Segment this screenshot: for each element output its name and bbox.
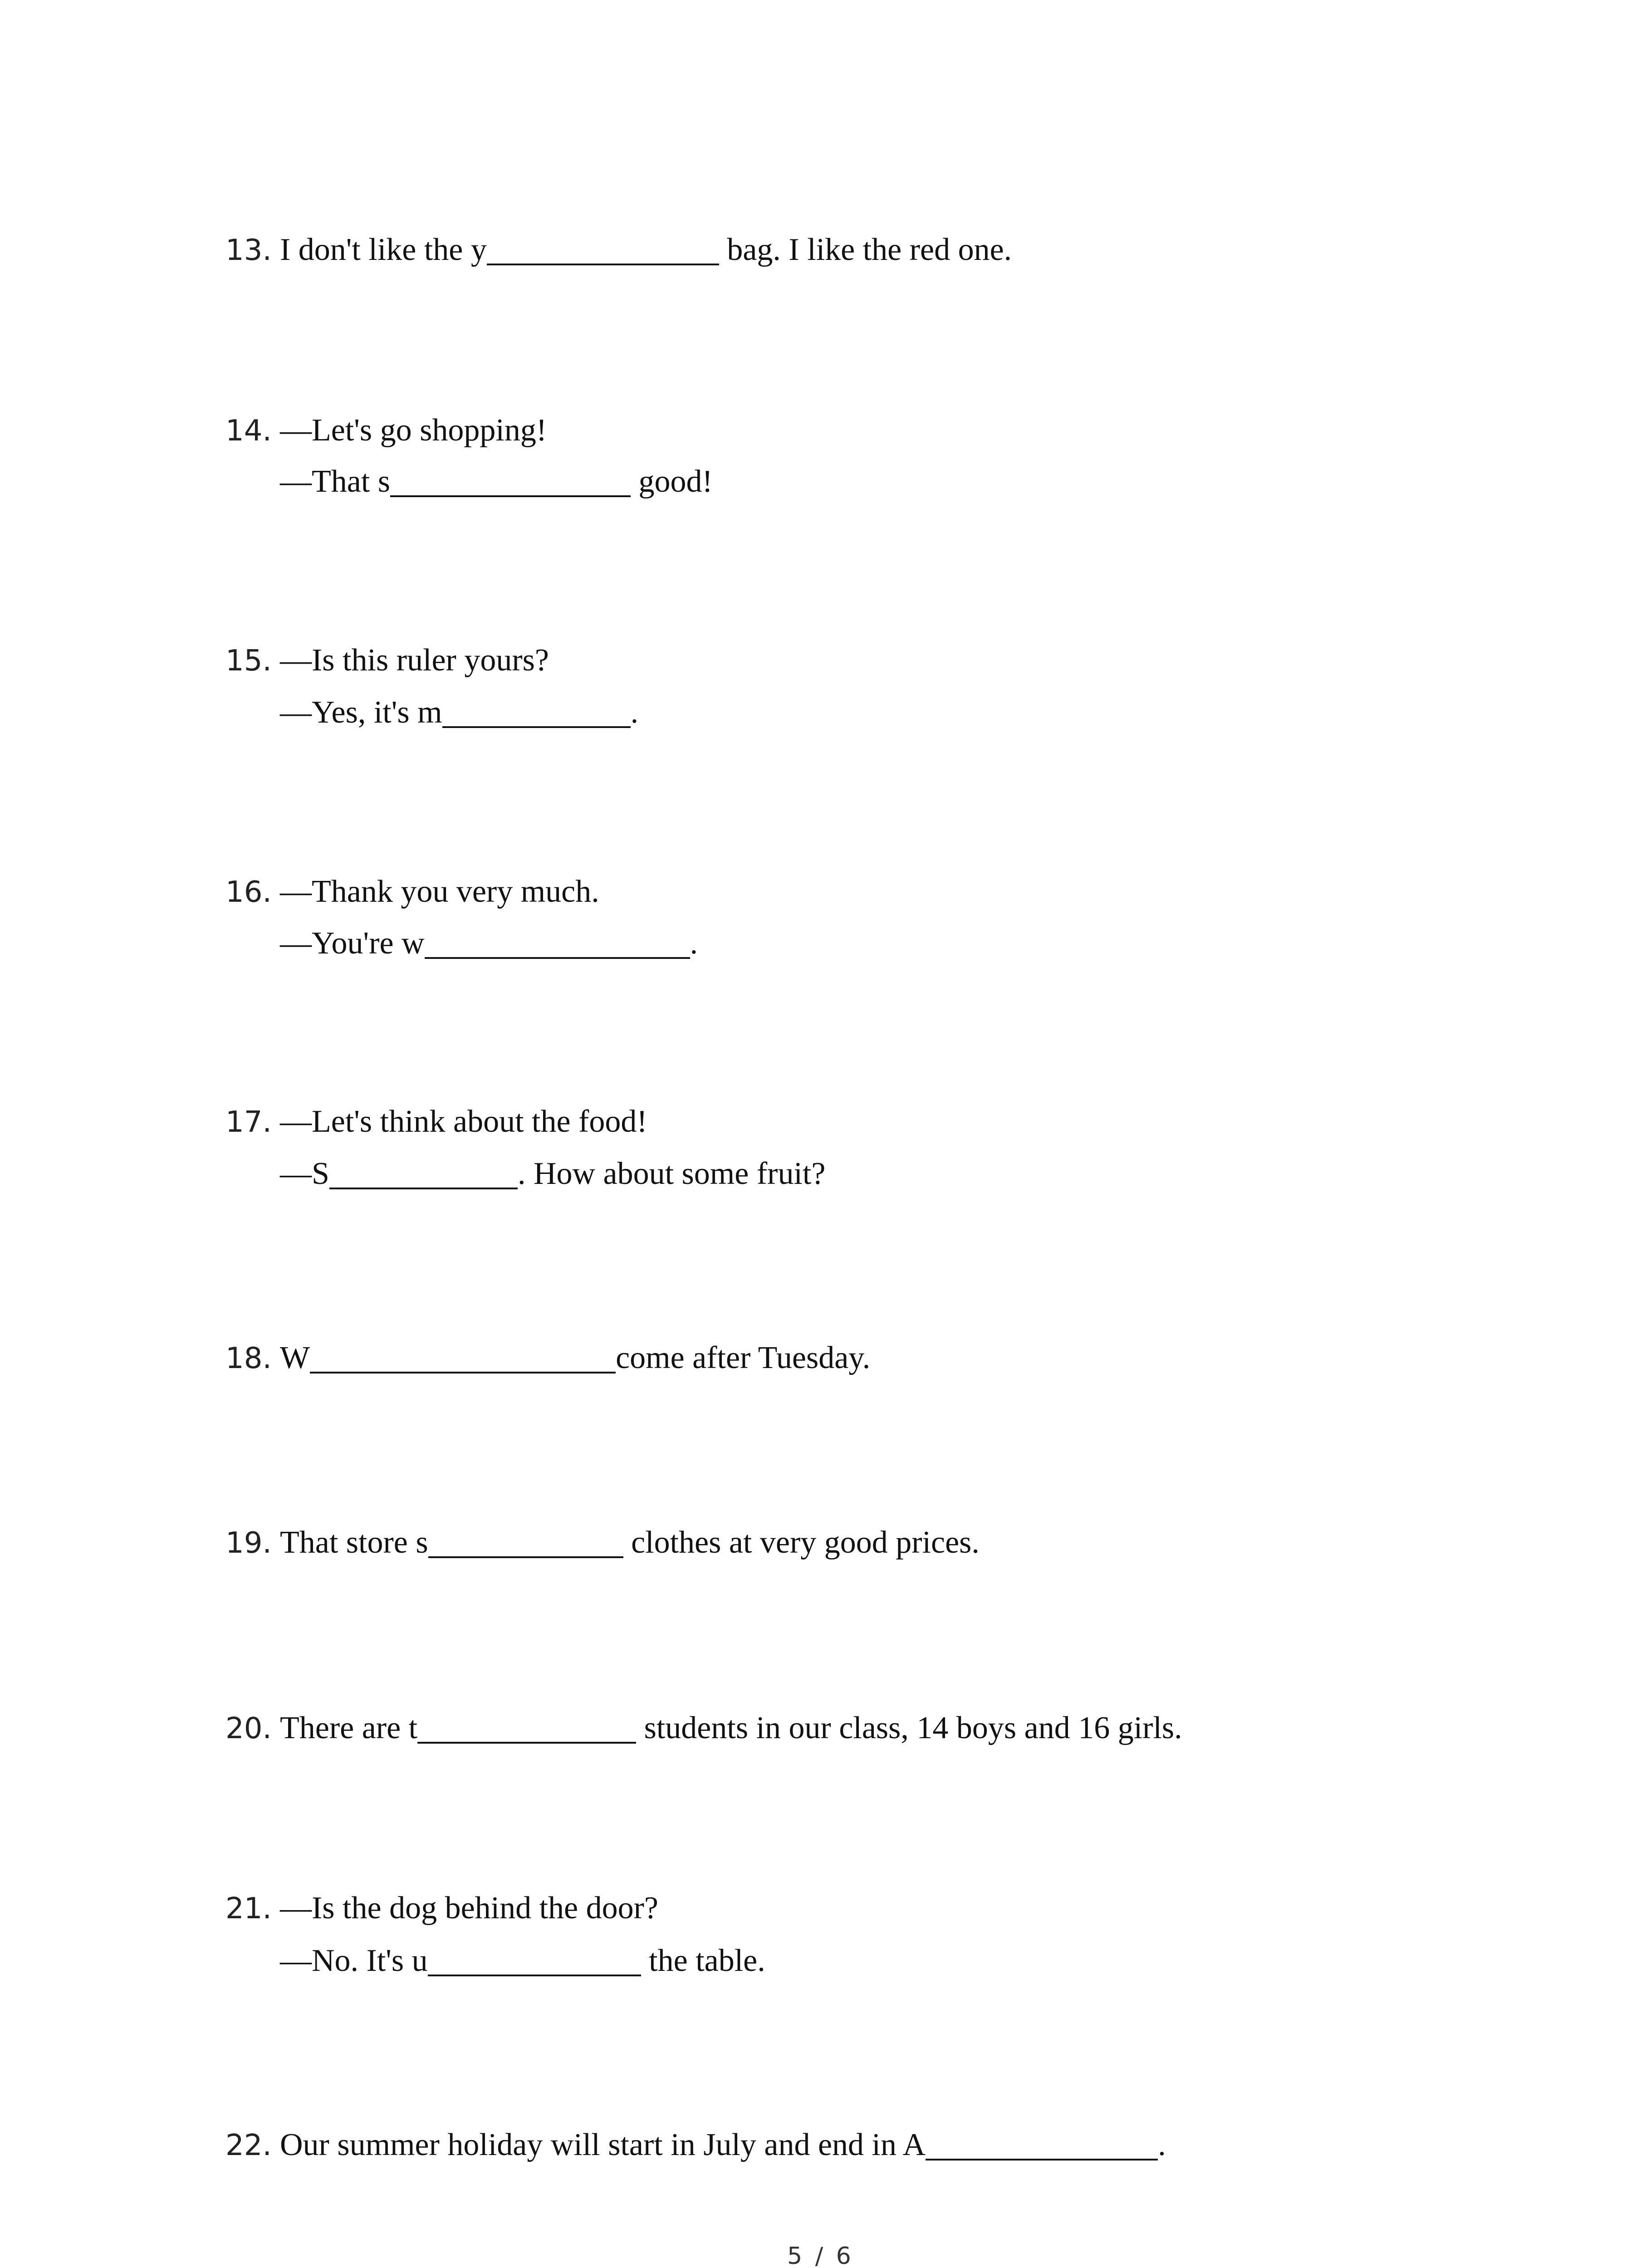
page-number: 5 / 6 xyxy=(787,2243,854,2268)
question-response xyxy=(280,697,638,733)
question-text-after: bag. I like the red one. xyxy=(719,232,1012,267)
question-text-before: —S xyxy=(280,1156,329,1191)
question-line xyxy=(280,1527,980,1563)
question-text-after: come after Tuesday. xyxy=(616,1340,871,1375)
question-response xyxy=(280,1945,765,1981)
question-text-before: —No. It's u xyxy=(280,1943,428,1978)
question-line xyxy=(280,1712,1182,1749)
question-prompt: —Let's think about the food! xyxy=(280,1104,647,1139)
answer-blank[interactable] xyxy=(417,1714,636,1744)
question-text-after: the table. xyxy=(641,1943,765,1978)
question-response xyxy=(280,928,698,964)
answer-blank[interactable] xyxy=(390,467,631,497)
question-number: 18. xyxy=(225,1342,272,1375)
question-number: 17. xyxy=(225,1105,272,1139)
question-prompt: —Is this ruler yours? xyxy=(280,643,549,678)
answer-blank[interactable] xyxy=(428,1528,623,1558)
question-line xyxy=(280,234,1012,270)
answer-blank[interactable] xyxy=(442,698,631,728)
question-number: 19. xyxy=(225,1526,272,1560)
question-text-after: . xyxy=(1158,2127,1166,2162)
answer-blank[interactable] xyxy=(428,1946,641,1976)
answer-blank[interactable] xyxy=(425,929,690,959)
answer-blank[interactable] xyxy=(329,1159,518,1189)
question-text-before: Our summer holiday will start in July and end in A xyxy=(280,2127,926,2162)
answer-blank[interactable] xyxy=(926,2131,1158,2160)
answer-blank[interactable] xyxy=(487,235,719,265)
question-text-before: W xyxy=(280,1340,310,1375)
answer-blank[interactable] xyxy=(310,1344,616,1374)
question-prompt: —Is the dog behind the door? xyxy=(280,1891,658,1926)
question-text-before: I don't like the y xyxy=(280,232,487,267)
question-text-before: —Yes, it's m xyxy=(280,695,442,730)
question-text-before: —You're w xyxy=(280,926,425,961)
question-number: 13. xyxy=(225,234,272,267)
question-text-before: —That s xyxy=(280,464,391,499)
question-number: 15. xyxy=(225,644,272,678)
question-text-before: That store s xyxy=(280,1525,428,1560)
question-line xyxy=(280,2129,1166,2165)
question-line xyxy=(280,1342,870,1378)
question-text-after: . xyxy=(630,695,639,730)
question-text-after: . xyxy=(690,926,698,961)
question-text-before: There are t xyxy=(280,1711,418,1745)
question-text-after: good! xyxy=(631,464,713,499)
question-prompt: —Thank you very much. xyxy=(280,874,599,909)
question-text-after: students in our class, 14 boys and 16 girls. xyxy=(636,1711,1182,1745)
question-response xyxy=(280,466,713,502)
question-number: 22. xyxy=(225,2129,272,2162)
question-prompt: —Let's go shopping! xyxy=(280,413,547,448)
question-text-after: . How about some fruit? xyxy=(517,1156,826,1191)
question-response xyxy=(280,1158,825,1194)
question-text-after: clothes at very good prices. xyxy=(623,1525,980,1560)
question-number: 14. xyxy=(225,414,272,448)
question-number: 20. xyxy=(225,1712,272,1745)
question-number: 21. xyxy=(225,1892,272,1926)
question-number: 16. xyxy=(225,875,272,909)
